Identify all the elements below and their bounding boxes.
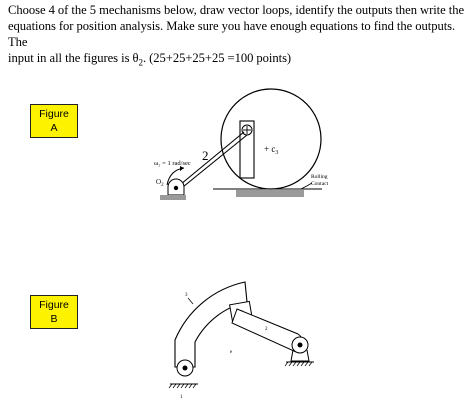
figure-a-label: Figure A [30, 104, 78, 138]
label-e: e [230, 350, 233, 355]
instructions-line-3: input in all the figures is $\theta_2$. (25+25+25+25 =100 points) [8, 51, 292, 68]
label-3: 3 [185, 293, 188, 298]
label-1: 1 [180, 395, 183, 400]
omega-label: ω₂ = 1 rad/sec [154, 160, 191, 167]
instructions-line-1: Choose 4 of the 5 mechanisms below, draw vector loops, identify the outputs then write the [8, 3, 465, 17]
rolling-label-2: Contact [311, 181, 329, 187]
rolling-label-1: Rolling [311, 174, 328, 180]
figure-b-label: Figure B [30, 295, 78, 329]
instructions-line-2: equations for position analysis. Make sure you have enough equations to find the outputs. The [8, 19, 456, 49]
link-2-number: 2 [202, 148, 209, 163]
center-c3-label: + $c_3$ [264, 144, 279, 156]
label-2: 2 [265, 327, 268, 332]
pivot-o2-label: $O_2$ [156, 178, 164, 188]
